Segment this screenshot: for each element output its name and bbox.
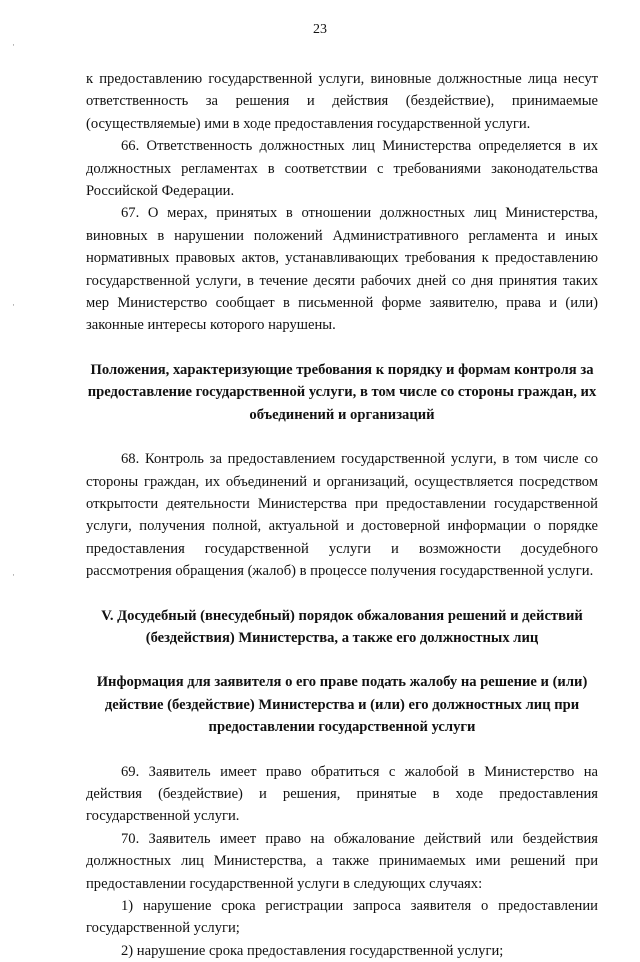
paragraph-70: 70. Заявитель имеет право на обжалование действий или бездействия должностных лиц Министерства, а также принимаемых ими решений при предоставлении государственной услуги в следующих случаях:: [86, 830, 598, 892]
section-heading-complaint-info: Информация для заявителя о его праве подать жалобу на решение и (или) действие (бездействие) Министерства и (или) его должностных лиц при предоставлении государственной услуги: [96, 674, 588, 736]
chapter-heading-v: V. Досудебный (внесудебный) порядок обжалования решений и действий (бездействия) Министерства, а также его должностных лиц: [101, 607, 583, 646]
margin-mark: ·: [12, 570, 15, 580]
paragraph-69: 69. Заявитель имеет право обратиться с жалобой в Министерство на действия (бездействие) и решения, принятые в ходе предоставления государственной услуги.: [86, 763, 598, 825]
paragraph-66: 66. Ответственность должностных лиц Министерства определяется в их должностных регламентах в соответствии с требованиями законодательства Российской Федерации.: [86, 138, 598, 200]
margin-mark: ·: [12, 40, 15, 50]
paragraph-67: 67. О мерах, принятых в отношении должностных лиц Министерства, виновных в нарушении положений Административного регламента и иных нормативных правовых актов, устанавливающих требования к предоставлению государственной услуги, в течение десяти рабочих дней со дня принятия таких мер Министерство сообщает в письменной форме заявителю, права и (или) законные интересы которого нарушены.: [86, 205, 598, 334]
margin-mark: ·: [12, 300, 15, 310]
paragraph-68: 68. Контроль за предоставлением государственной услуги, в том числе со стороны граждан, их объединений и организаций, осуществляется посредством открытости деятельности Министерства при предоставлении государственной услуги, получения полной, актуальной и достоверной информации о порядке предоставления государственной услуги и возможности досудебного рассмотрения обращения (жалоб) в процессе получения государственной услуги.: [86, 451, 598, 580]
list-item-2: 2) нарушение срока предоставления государственной услуги;: [121, 942, 504, 959]
list-item-1: 1) нарушение срока регистрации запроса заявителя о предоставлении государственной услуги;: [86, 898, 598, 937]
document-body: [86, 68, 598, 962]
paragraph-continuation: к предоставлению государственной услуги, виновные должностные лица несут ответственность за решения и действия (бездействие), принимаемые (осуществляемые) ими в ходе предоставления государственной услуги.: [86, 71, 598, 132]
section-heading-control: Положения, характеризующие требования к порядку и формам контроля за предоставление государственной услуги, в том числе со стороны граждан, их объединений и организаций: [87, 361, 597, 423]
page-number: 23: [313, 22, 327, 37]
